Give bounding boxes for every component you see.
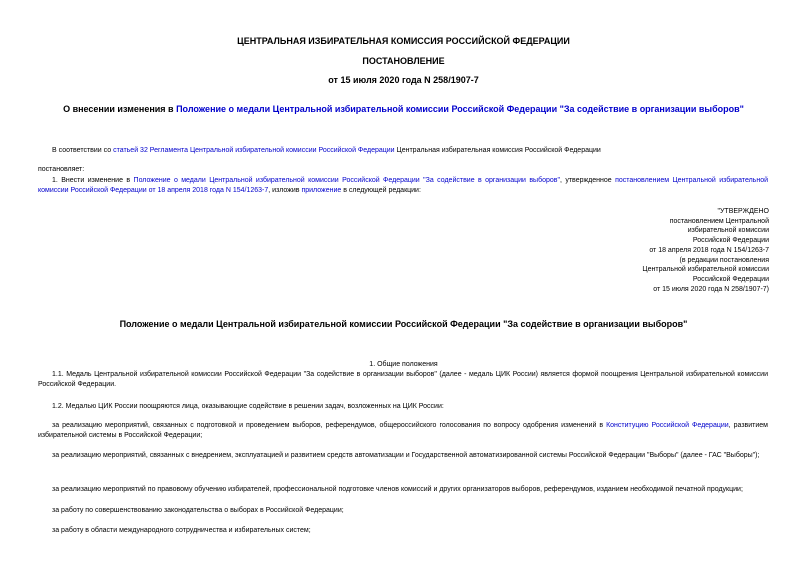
item-1-text-2: , утвержденное [559,177,616,184]
approval-line: от 18 апреля 2018 года N 154/1263-7 [649,246,769,254]
approval-stamp-block [569,207,769,294]
bullet-international: за работу в области международного сотрудничества и избирательных систем; [52,527,311,534]
item-1-resolution-link[interactable]: постановлением Центральной избирательной комиссии Российской Федерации от 18 апреля 2018 года N 154/1263-7 [38,177,769,194]
intro-suffix: Центральная избирательная комиссия Российской Федерации [394,147,601,154]
bullet-legislation: за работу по совершенствованию законодательства о выборах в Российской Федерации; [52,507,344,514]
document-title [0,104,807,115]
bullet-elections-suffix: , развитием избирательной системы в Российской Федерации; [38,422,768,439]
approval-line: "УТВЕРЖДЕНО [717,208,769,215]
approval-line: Российской Федерации [692,237,769,245]
bullet-elections [38,421,768,441]
approval-line: избирательной комиссии [687,227,769,235]
paragraph-1-1: 1.1. Медаль Центральной избирательной комиссии Российской Федерации "За содействие в организации выборов" (далее - медаль ЦИК России) является формой поощрения Центральной избирательной комиссии Российской Федерации. [38,371,768,388]
paragraph-1-2: 1.2. Медалью ЦИК России поощряются лица, оказывающие содействие в решении задач, возложенных на ЦИК России: [52,403,444,410]
item-1-appendix-link[interactable]: приложение [301,187,342,194]
document-title-prefix: О внесении изменения в [63,104,177,114]
item-1-text-4: в следующей редакции: [341,187,421,194]
intro-paragraph [52,146,601,156]
bullet-elections-prefix: за реализацию мероприятий, связанных с подготовкой и проведением выборов, референдумов, общероссийского голосования по вопросу одобрения изменений в [52,422,607,429]
resolves-label: постановляет: [38,166,85,173]
document-type: ПОСТАНОВЛЕНИЕ [362,56,445,66]
approval-line: (в редакции постановления [679,256,769,264]
document-date-number: от 15 июля 2020 года N 258/1907-7 [328,75,479,85]
item-1-text-3: , изложив [268,187,302,194]
item-1-text-1: 1. Внести изменение в [52,177,134,184]
approval-line: от 15 июля 2020 года N 258/1907-7) [653,285,769,293]
approval-line: Центральной избирательной комиссии [642,266,769,274]
approval-line: постановлением Центральной [669,217,769,225]
intro-prefix: В соответствии со [52,147,114,154]
issuing-organization: ЦЕНТРАЛЬНАЯ ИЗБИРАТЕЛЬНАЯ КОМИССИЯ РОССИЙСКОЙ ФЕДЕРАЦИИ [237,36,570,46]
item-1-regulation-link[interactable]: Положение о медали Центральной избирательной комиссии Российской Федерации "За содействие в организации выборов" [133,177,560,184]
bullet-automation: за реализацию мероприятий, связанных с внедрением, эксплуатацией и развитием средств автоматизации и Государственной автоматизированной системы Российской Федерации "Выборы" (далее - ГАС "Выборы"); [52,452,760,459]
intro-regulation-link[interactable]: статьей 32 Регламента Центральной избирательной комиссии Российской Федерации [113,147,395,154]
approval-line: Российской Федерации [692,275,769,283]
section-1-heading: 1. Общие положения [369,361,438,368]
item-1-paragraph [38,176,768,196]
document-title-link[interactable]: Положение о медали Центральной избирательной комиссии Российской Федерации "За содействие в организации выборов" [176,104,744,114]
constitution-link[interactable]: Конституцию Российской Федерации [606,422,729,429]
bullet-legal-training: за реализацию мероприятий по правовому обучению избирателей, профессиональной подготовке членов комиссий и других организаторов выборов, референдумов, изданием необходимой печатной продукции; [52,486,743,493]
regulation-title: Положение о медали Центральной избирательной комиссии Российской Федерации "За содействие в организации выборов" [119,319,688,329]
